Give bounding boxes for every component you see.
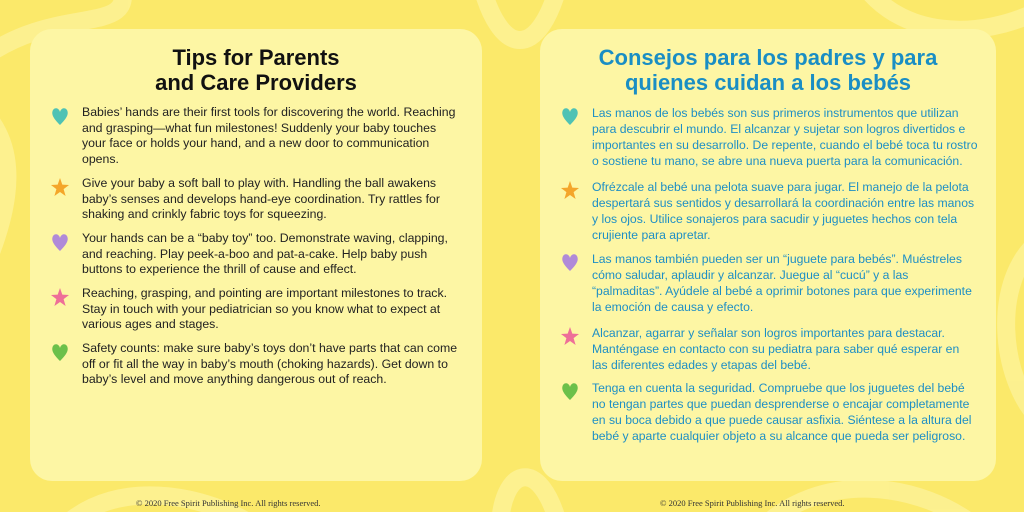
tip-text: Tenga en cuenta la seguridad. Compruebe que los juguetes del bebé no tengan partes que puedan desprenderse o encajar completamente en su boca debido a que puede causar asfixia. Siéntese a la altura del bebé y aparte cualquier objeto a su alcance que pueda ser peligroso.	[592, 381, 972, 443]
orange-star-icon	[50, 177, 70, 197]
green-heart-icon	[50, 342, 70, 362]
tip-text: Reaching, grasping, and pointing are important milestones to track. Stay in touch with your pediatrician so you know what to expect at various ages and stages.	[82, 286, 448, 332]
tip-text: Las manos también pueden ser un “juguete para bebés”. Muéstreles cómo saludar, aplaudir y alcanzar. Juegue al “cucú” y a las “palmaditas”. Ayúdele al bebé a oprimir botones para que experimente la emoción de causa y efecto.	[592, 252, 972, 314]
english-panel	[30, 29, 482, 481]
copyright-notice: © 2020 Free Spirit Publishing Inc. All rights reserved.	[136, 498, 321, 508]
pink-star-icon	[50, 287, 70, 307]
pink-star-icon	[560, 326, 580, 346]
tip-text: Your hands can be a “baby toy” too. Demonstrate waving, clapping, and reaching. Play peek-a-boo and pat-a-cake. Help baby push buttons to experience the thrill of cause and effect.	[82, 231, 448, 277]
tip-text: Safety counts: make sure baby’s toys don’t have parts that can come off or fit all the way in baby’s mouth (choking hazards). Get down to baby’s level and move anything dangerous out of reach.	[82, 341, 458, 387]
tip-text: Babies’ hands are their first tools for discovering the world. Reaching and grasping—what fun milestones! Suddenly your baby touches your face or holds your hand, and a new door to communication opens.	[82, 105, 456, 166]
green-heart-icon	[560, 381, 580, 401]
purple-heart-icon	[50, 232, 70, 252]
tip-text: Give your baby a soft ball to play with. Handling the ball awakens baby’s senses and develops hand-eye coordination. Try rattles for shaking and crinkly fabric toys for squeezing.	[82, 176, 440, 222]
teal-heart-icon	[50, 106, 70, 126]
purple-heart-icon	[560, 252, 580, 272]
english-title: Tips for Parents and Care Providers	[155, 45, 357, 95]
copyright-notice: © 2020 Free Spirit Publishing Inc. All rights reserved.	[660, 498, 845, 508]
spanish-panel	[540, 29, 996, 481]
orange-star-icon	[560, 180, 580, 200]
spanish-title: Consejos para los padres y para quienes cuidan a los bebés	[598, 45, 938, 95]
teal-heart-icon	[560, 106, 580, 126]
tip-text: Alcanzar, agarrar y señalar son logros importantes para destacar. Manténgase en contacto con su pediatra para saber qué esperar en las diferentes edades y etapas del bebé.	[592, 326, 960, 372]
tip-text: Ofrézcale al bebé una pelota suave para jugar. El manejo de la pelota despertará sus sentidos y desarrollará la coordinación entre las manos y los ojos. Utilice sonajeros para sacudir y juguetes hechos con tela crujiente para apretar.	[592, 180, 975, 242]
tip-text: Las manos de los bebés son sus primeros instrumentos que utilizan para descubrir el mundo. El alcanzar y sujetar son logros divertidos e importantes en su desarrollo. De repente, cuando el bebé toca tu rostro o sostiene tu mano, se abre una nueva puerta para la comunicación.	[592, 106, 978, 168]
